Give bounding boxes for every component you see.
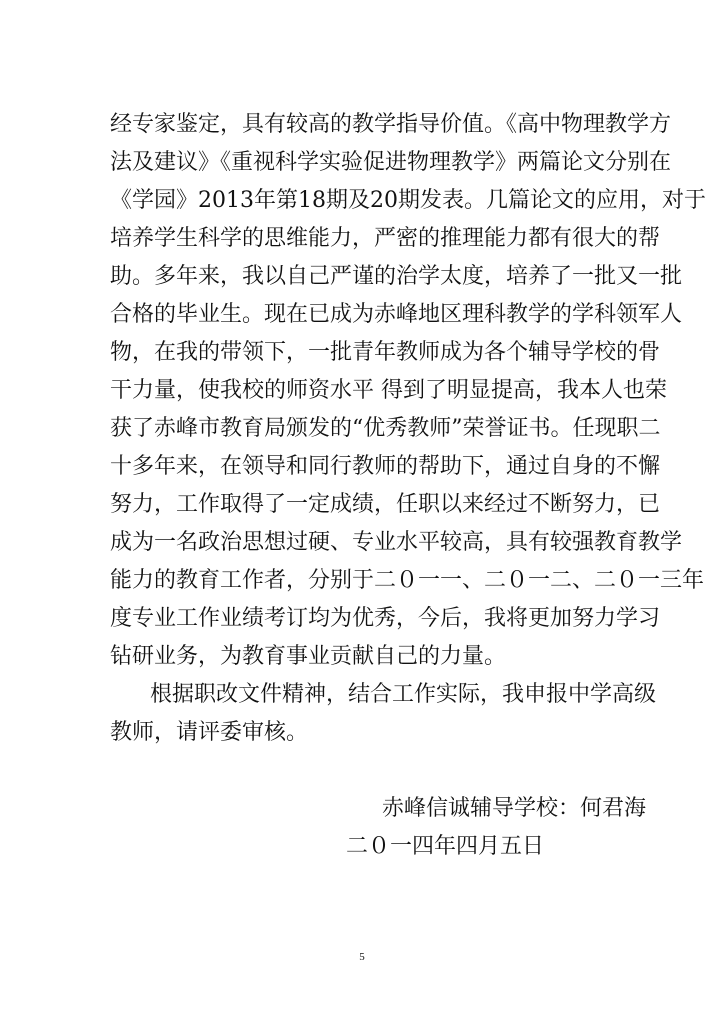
signature-name: 赤峰信诚辅导学校：何君海 (382, 796, 647, 821)
closing-line-1: 根据职改文件精神，结合工作实际，我申报中学高级 (150, 682, 657, 707)
body-line-9: 获了赤峰市教育局颁发的“优秀教师”荣誉证书。任现职二 (110, 416, 661, 441)
closing-line-2: 教师，请评委审核。 (110, 720, 309, 745)
body-line-13: 能力的教育工作者，分别于二０一一、二０一二、二０一三年 (110, 568, 705, 593)
page-number: 5 (359, 951, 365, 963)
body-line-2: 法及建议》《重视科学实验促进物理教学》两篇论文分别在 (110, 150, 672, 175)
body-line-7: 物，在我的带领下，一批青年教师成为各个辅导学校的骨 (110, 340, 661, 365)
body-line-4: 培养学生科学的思维能力，严密的推理能力都有很大的帮 (110, 226, 661, 251)
body-line-11: 努力，工作取得了一定成绩，任职以来经过不断努力，已 (110, 492, 661, 517)
body-line-5: 助。多年来，我以自己严谨的治学太度，培养了一批又一批 (110, 264, 683, 289)
body-line-3: 《学园》2013年第18期及20期发表。几篇论文的应用，对于 (110, 188, 706, 213)
body-line-12: 成为一名政治思想过硬、专业水平较高，具有较强教育教学 (110, 530, 683, 555)
signature-date: 二０一四年四月五日 (346, 834, 545, 859)
body-line-14: 度专业工作业绩考订均为优秀，今后，我将更加努力学习 (110, 606, 661, 631)
body-line-10: 十多年来，在领导和同行教师的帮助下，通过自身的不懈 (110, 454, 661, 479)
body-line-1: 经专家鉴定，具有较高的教学指导价值。《高中物理教学方 (110, 112, 672, 137)
body-line-8: 干力量，使我校的师资水平 得到了明显提高，我本人也荣 (110, 378, 667, 403)
body-line-15: 钻研业务，为教育事业贡献自己的力量。 (110, 644, 507, 669)
body-line-6: 合格的毕业生。现在已成为赤峰地区理科教学的学科领军人 (110, 302, 683, 327)
